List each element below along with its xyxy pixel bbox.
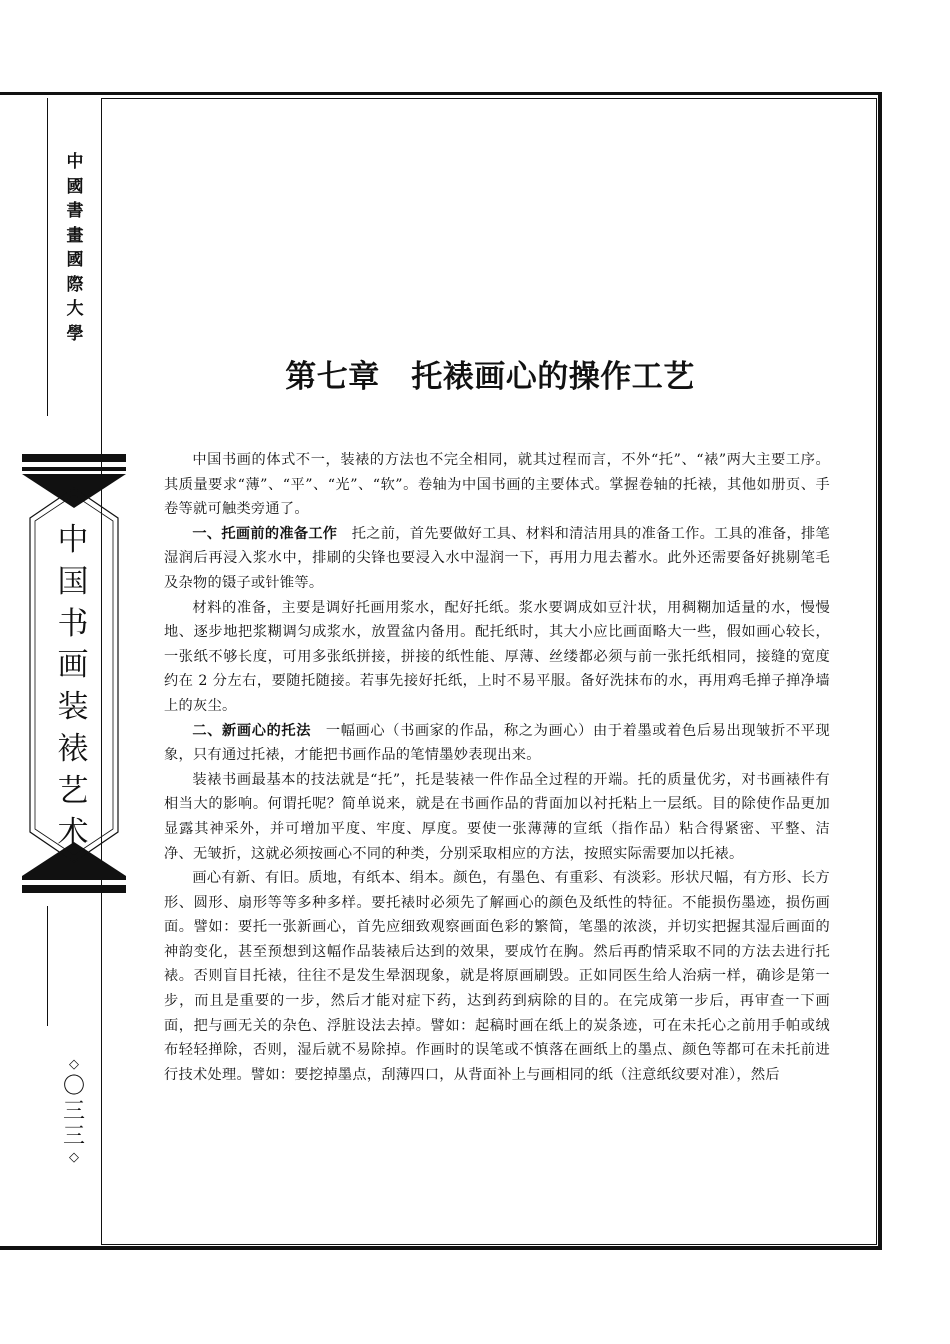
diamond-icon: ◇ xyxy=(69,1150,79,1165)
university-char: 畫 xyxy=(66,225,84,246)
paragraph-heading: 二、新画心的托法 xyxy=(192,722,312,739)
book-title-char: 画 xyxy=(57,647,89,684)
paragraph-text: 一幅画心（书画家的作品，称之为画心）由于着墨或着色后易出现皱折不平现象，只有通过托裱，才能把书画作品的笔情墨妙表现出来。 xyxy=(164,722,830,764)
side-rule xyxy=(101,906,102,1026)
plaque-bar xyxy=(22,467,126,471)
university-char: 大 xyxy=(66,299,84,319)
paragraph xyxy=(164,719,830,768)
plaque-bar xyxy=(22,885,126,893)
book-title-char: 艺 xyxy=(57,772,89,809)
book-title-char: 中 xyxy=(57,522,89,558)
paragraph xyxy=(164,768,830,866)
university-char: 國 xyxy=(66,176,84,197)
page-number-char: 三 xyxy=(62,1124,85,1149)
university-name xyxy=(64,150,86,346)
page-number-char: 三 xyxy=(62,1099,85,1124)
body-text xyxy=(164,448,830,1087)
paragraph-text: 中国书画的体式不一，装裱的方法也不完全相同，就其过程而言，不外“托”、“裱”两大主要工序。其质量要求“薄”、“平”、“光”、“软”。卷轴为中国书画的主要体式。掌握卷轴的托裱，其他如册页、手卷等就可触类旁通了。 xyxy=(164,452,830,518)
paragraph-text: 画心有新、有旧。质地，有纸本、绢本。颜色，有墨色、有重彩、有淡彩。形状尺幅，有方形、长方形、圆形、扇形等等多种多样。要托裱时必须先了解画心的颜色及纸性的特征。不能损伤墨迹，损伤画面。譬如：要托一张新画心，首先应细致观察画面色彩的繁简，笔墨的浓淡，并切实把握其湿后画面的神韵变化，甚至预想到这幅作品装裱后达到的效果，要成竹在胸。然后再酌情采取不同的方法去进行托裱。否则盲目托裱，往往不是发生晕洇现象，就是将原画刷毁。正如同医生给人治病一样，确诊是第一步，而且是重要的一步，然后才能对症下药，达到药到病除的目的。在完成第一步后，再审查一下画面，把与画无关的杂色、浮脏设法去掉。譬如：起稿时画在纸上的炭条迹，可在未托心之前用手帕或绒布轻轻掸除，否则，湿后就不易除掉。作画时的误笔或不慎落在画纸上的墨点、颜色等都可在未托前进行技术处理。譬如：要挖掉墨点，刮薄四口，从背面补上与画相同的纸（注意纸纹要对准），然后 xyxy=(164,870,830,1083)
page-number xyxy=(62,1056,86,1167)
paragraph-text: 装裱书画最基本的技法就是“托”，托是装裱一件作品全过程的开端。托的质量优劣，对书画裱件有相当大的影响。何谓托呢？简单说来，就是在书画作品的背面加以衬托粘上一层纸。目的除使作品更加显露其神采外，并可增加平度、牢度、厚度。要使一张薄薄的宣纸（指作品）粘合得紧密、平整、洁净、无皱折，这就必须按画心不同的种类，分别采取相应的方法，按照实际需要加以托裱。 xyxy=(164,771,830,862)
paragraph xyxy=(164,866,830,1087)
paragraph xyxy=(164,596,830,719)
paragraph-text: 托之前，首先要做好工具、材料和清洁用具的准备工作。工具的准备，排笔湿润后再浸入浆水中，排刷的尖锋也要浸入水中湿润一下，再用力甩去蓄水。此外还需要备好挑剔笔毛及杂物的镊子或针锥等。 xyxy=(164,525,830,591)
paragraph xyxy=(164,522,830,596)
book-title-char: 国 xyxy=(57,563,89,600)
chapter-title: 第七章 托裱画心的操作工艺 xyxy=(285,359,695,395)
university-char: 學 xyxy=(66,323,84,344)
book-title-char: 书 xyxy=(57,605,89,642)
university-char: 國 xyxy=(66,250,84,270)
paragraph-text: 材料的准备，主要是调好托画用浆水，配好托纸。浆水要调成如豆汁状，用稠糊加适量的水，慢慢地、逐步地把浆糊调匀成浆水，放置盆内备用。配托纸时，其大小应比画面略大一些，假如画心较长，一张纸不够长度，可用多张纸拼接，拼接的纸性能、厚薄、丝缕都必须与前一张托纸相同，接缝的宽度约在 2 分左右，要随托随接。若事先接好托纸，上时不易平服。备好洗抹布的水，再用鸡毛掸子掸净墙上的灰尘。 xyxy=(164,599,830,714)
page-number-char: 〇 xyxy=(62,1074,85,1099)
book-title-char: 术 xyxy=(57,814,89,851)
university-char: 書 xyxy=(66,201,84,221)
book-title xyxy=(38,520,108,854)
book-title-char: 裱 xyxy=(57,730,89,767)
diamond-icon: ◇ xyxy=(69,1057,79,1072)
side-rule xyxy=(47,98,48,416)
plaque-bar xyxy=(22,454,126,462)
book-title-char: 装 xyxy=(57,689,89,726)
university-char: 中 xyxy=(66,152,84,172)
paragraph-heading: 一、托画前的准备工作 xyxy=(192,525,338,542)
side-rule xyxy=(47,906,48,1026)
plaque-bar xyxy=(22,876,126,880)
paragraph xyxy=(164,448,830,522)
university-char: 際 xyxy=(66,274,84,295)
